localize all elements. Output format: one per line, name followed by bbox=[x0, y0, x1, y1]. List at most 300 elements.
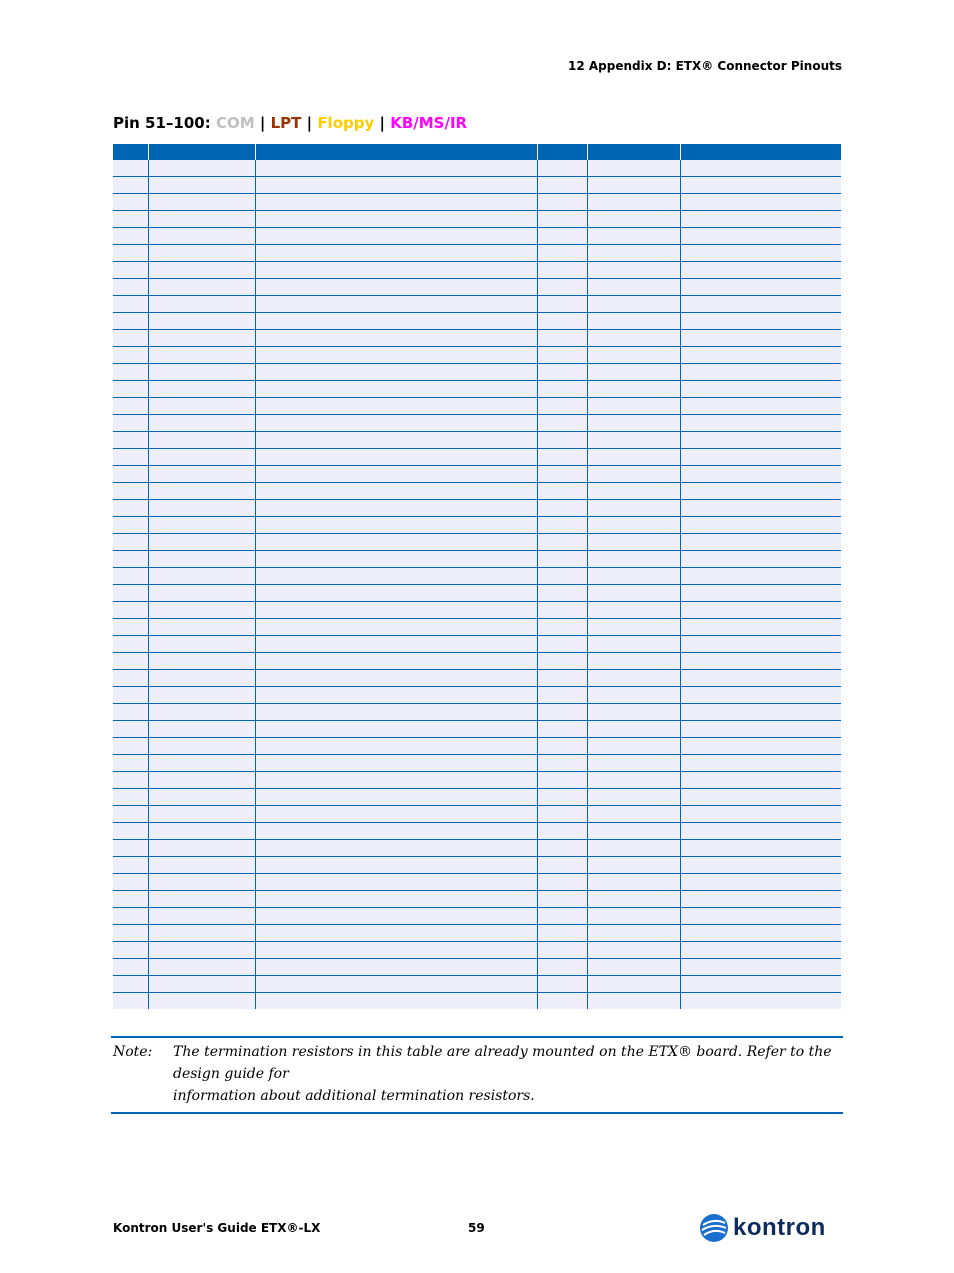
table-cell bbox=[113, 721, 148, 738]
table-cell bbox=[680, 721, 841, 738]
table-cell bbox=[537, 500, 587, 517]
table-cell bbox=[148, 534, 255, 551]
table-row bbox=[113, 908, 841, 925]
table-cell bbox=[113, 483, 148, 500]
table-cell bbox=[537, 211, 587, 228]
table-cell bbox=[113, 585, 148, 602]
table-cell bbox=[113, 381, 148, 398]
table-cell bbox=[113, 551, 148, 568]
table-cell bbox=[587, 330, 680, 347]
table-row bbox=[113, 976, 841, 993]
table-cell bbox=[255, 500, 537, 517]
table-cell bbox=[680, 840, 841, 857]
table-cell bbox=[587, 738, 680, 755]
table-cell bbox=[255, 381, 537, 398]
table-cell bbox=[587, 959, 680, 976]
table-row bbox=[113, 262, 841, 279]
table-cell bbox=[255, 262, 537, 279]
table-row bbox=[113, 789, 841, 806]
table-cell bbox=[587, 585, 680, 602]
table-cell bbox=[148, 211, 255, 228]
table-cell bbox=[255, 313, 537, 330]
note-line-1: The termination resistors in this table are already mounted on the ETX® board. Refer to the design guide for bbox=[173, 1044, 832, 1082]
table-cell bbox=[148, 466, 255, 483]
table-cell bbox=[537, 245, 587, 262]
table-cell bbox=[587, 636, 680, 653]
table-cell bbox=[148, 381, 255, 398]
table-cell bbox=[680, 636, 841, 653]
table-cell bbox=[255, 279, 537, 296]
table-cell bbox=[113, 738, 148, 755]
table-cell bbox=[587, 942, 680, 959]
table-cell bbox=[587, 602, 680, 619]
table-cell bbox=[680, 228, 841, 245]
table-cell bbox=[255, 228, 537, 245]
table-row bbox=[113, 874, 841, 891]
table-cell bbox=[255, 874, 537, 891]
table-cell bbox=[148, 194, 255, 211]
table-cell bbox=[680, 177, 841, 194]
table-header-cell bbox=[113, 144, 148, 160]
table-row bbox=[113, 381, 841, 398]
table-row bbox=[113, 738, 841, 755]
table-cell bbox=[537, 483, 587, 500]
table-cell bbox=[148, 483, 255, 500]
table-cell bbox=[680, 789, 841, 806]
section-title-prefix: Pin 51–100: bbox=[113, 114, 216, 132]
table-cell bbox=[680, 517, 841, 534]
table-cell bbox=[113, 296, 148, 313]
table-cell bbox=[537, 806, 587, 823]
table-cell bbox=[680, 381, 841, 398]
table-cell bbox=[587, 687, 680, 704]
table-cell bbox=[587, 874, 680, 891]
table-cell bbox=[255, 840, 537, 857]
table-cell bbox=[148, 772, 255, 789]
table-cell bbox=[587, 415, 680, 432]
table-row bbox=[113, 721, 841, 738]
table-cell bbox=[680, 857, 841, 874]
table-row bbox=[113, 823, 841, 840]
table-cell bbox=[537, 772, 587, 789]
table-header-cell bbox=[148, 144, 255, 160]
table-header-cell bbox=[587, 144, 680, 160]
table-row bbox=[113, 568, 841, 585]
table-cell bbox=[587, 177, 680, 194]
table-cell bbox=[587, 840, 680, 857]
table-cell bbox=[113, 772, 148, 789]
table-row bbox=[113, 942, 841, 959]
table-cell bbox=[537, 789, 587, 806]
table-cell bbox=[255, 330, 537, 347]
table-cell bbox=[255, 721, 537, 738]
table-cell bbox=[680, 755, 841, 772]
table-cell bbox=[148, 279, 255, 296]
table-row bbox=[113, 551, 841, 568]
table-cell bbox=[255, 364, 537, 381]
table-cell bbox=[680, 500, 841, 517]
table-cell bbox=[148, 177, 255, 194]
table-row bbox=[113, 330, 841, 347]
table-row bbox=[113, 347, 841, 364]
table-header-cell bbox=[537, 144, 587, 160]
table-cell bbox=[680, 279, 841, 296]
table-cell bbox=[680, 466, 841, 483]
table-cell bbox=[113, 568, 148, 585]
table-cell bbox=[255, 959, 537, 976]
table-row bbox=[113, 160, 841, 177]
chapter-header: 12 Appendix D: ETX® Connector Pinouts bbox=[568, 59, 842, 73]
table-cell bbox=[148, 313, 255, 330]
table-cell bbox=[148, 687, 255, 704]
table-cell bbox=[680, 568, 841, 585]
table-cell bbox=[680, 976, 841, 993]
table-cell bbox=[587, 483, 680, 500]
table-cell bbox=[680, 602, 841, 619]
table-cell bbox=[255, 449, 537, 466]
table-cell bbox=[537, 857, 587, 874]
table-cell bbox=[680, 670, 841, 687]
section-title bbox=[113, 114, 467, 132]
table-cell bbox=[537, 415, 587, 432]
table-cell bbox=[113, 959, 148, 976]
table-cell bbox=[113, 194, 148, 211]
table-cell bbox=[680, 585, 841, 602]
table-cell bbox=[680, 993, 841, 1010]
table-cell bbox=[113, 500, 148, 517]
table-cell bbox=[537, 585, 587, 602]
table-cell bbox=[537, 704, 587, 721]
table-cell bbox=[255, 755, 537, 772]
table-cell bbox=[587, 517, 680, 534]
table-cell bbox=[537, 279, 587, 296]
table-header-row bbox=[113, 144, 841, 160]
table-cell bbox=[113, 245, 148, 262]
table-row bbox=[113, 177, 841, 194]
table-cell bbox=[148, 619, 255, 636]
table-cell bbox=[113, 517, 148, 534]
table-cell bbox=[255, 891, 537, 908]
table-cell bbox=[113, 432, 148, 449]
table-cell bbox=[537, 534, 587, 551]
table-cell bbox=[680, 619, 841, 636]
table-cell bbox=[537, 262, 587, 279]
table-cell bbox=[587, 347, 680, 364]
table-row bbox=[113, 398, 841, 415]
table-cell bbox=[148, 704, 255, 721]
legend-kb-ms-ir: KB/MS/IR bbox=[390, 114, 468, 132]
table-cell bbox=[680, 211, 841, 228]
table-cell bbox=[113, 687, 148, 704]
table-cell bbox=[680, 925, 841, 942]
table-row bbox=[113, 211, 841, 228]
table-cell bbox=[537, 364, 587, 381]
table-cell bbox=[537, 670, 587, 687]
table-row bbox=[113, 313, 841, 330]
pinout-table bbox=[113, 144, 841, 1009]
table-row bbox=[113, 772, 841, 789]
table-cell bbox=[148, 245, 255, 262]
table-cell bbox=[255, 908, 537, 925]
table-cell bbox=[255, 483, 537, 500]
table-cell bbox=[255, 704, 537, 721]
table-cell bbox=[680, 432, 841, 449]
table-cell bbox=[255, 738, 537, 755]
table-row bbox=[113, 653, 841, 670]
table-cell bbox=[113, 228, 148, 245]
table-cell bbox=[148, 993, 255, 1010]
table-cell bbox=[148, 670, 255, 687]
table-cell bbox=[680, 908, 841, 925]
table-cell bbox=[148, 653, 255, 670]
table-cell bbox=[255, 160, 537, 177]
table-cell bbox=[255, 347, 537, 364]
table-cell bbox=[680, 874, 841, 891]
table-cell bbox=[680, 296, 841, 313]
table-cell bbox=[680, 959, 841, 976]
table-cell bbox=[680, 942, 841, 959]
table-cell bbox=[587, 228, 680, 245]
table-cell bbox=[255, 942, 537, 959]
table-cell bbox=[113, 925, 148, 942]
table-cell bbox=[255, 772, 537, 789]
table-cell bbox=[587, 721, 680, 738]
table-row bbox=[113, 925, 841, 942]
table-cell bbox=[113, 908, 148, 925]
table-cell bbox=[148, 857, 255, 874]
table-cell bbox=[148, 806, 255, 823]
table-cell bbox=[680, 704, 841, 721]
table-cell bbox=[587, 976, 680, 993]
table-cell bbox=[537, 296, 587, 313]
table-row bbox=[113, 517, 841, 534]
table-cell bbox=[113, 942, 148, 959]
table-cell bbox=[587, 398, 680, 415]
table-cell bbox=[537, 976, 587, 993]
table-cell bbox=[587, 245, 680, 262]
table-cell bbox=[587, 364, 680, 381]
table-cell bbox=[113, 704, 148, 721]
table-cell bbox=[113, 211, 148, 228]
table-cell bbox=[148, 602, 255, 619]
table-cell bbox=[537, 313, 587, 330]
table-cell bbox=[113, 976, 148, 993]
table-cell bbox=[148, 636, 255, 653]
table-cell bbox=[537, 381, 587, 398]
table-cell bbox=[587, 772, 680, 789]
table-cell bbox=[148, 840, 255, 857]
table-cell bbox=[537, 602, 587, 619]
table-cell bbox=[255, 670, 537, 687]
table-cell bbox=[148, 262, 255, 279]
table-cell bbox=[537, 942, 587, 959]
table-cell bbox=[148, 432, 255, 449]
table-cell bbox=[255, 925, 537, 942]
table-cell bbox=[255, 857, 537, 874]
table-cell bbox=[148, 874, 255, 891]
table-cell bbox=[680, 398, 841, 415]
table-row bbox=[113, 279, 841, 296]
table-cell bbox=[537, 687, 587, 704]
table-cell bbox=[113, 670, 148, 687]
table-cell bbox=[680, 364, 841, 381]
table-cell bbox=[587, 857, 680, 874]
table-cell bbox=[148, 415, 255, 432]
table-cell bbox=[537, 874, 587, 891]
legend-separator: | bbox=[254, 114, 271, 132]
table-cell bbox=[113, 619, 148, 636]
table-cell bbox=[537, 517, 587, 534]
table-cell bbox=[113, 653, 148, 670]
table-cell bbox=[255, 789, 537, 806]
table-cell bbox=[255, 211, 537, 228]
table-cell bbox=[587, 568, 680, 585]
table-cell bbox=[587, 534, 680, 551]
table-cell bbox=[113, 279, 148, 296]
table-cell bbox=[587, 670, 680, 687]
table-row bbox=[113, 619, 841, 636]
table-cell bbox=[587, 194, 680, 211]
table-cell bbox=[113, 993, 148, 1010]
kontron-logo bbox=[699, 1213, 826, 1243]
table-cell bbox=[587, 262, 680, 279]
table-cell bbox=[587, 449, 680, 466]
table-row bbox=[113, 670, 841, 687]
footer-page-number: 59 bbox=[468, 1221, 485, 1235]
table-cell bbox=[113, 415, 148, 432]
table-cell bbox=[255, 806, 537, 823]
table-cell bbox=[113, 823, 148, 840]
table-cell bbox=[537, 959, 587, 976]
table-cell bbox=[148, 738, 255, 755]
table-cell bbox=[113, 602, 148, 619]
table-cell bbox=[537, 330, 587, 347]
table-cell bbox=[113, 313, 148, 330]
table-cell bbox=[113, 840, 148, 857]
table-cell bbox=[255, 398, 537, 415]
table-row bbox=[113, 296, 841, 313]
table-cell bbox=[587, 925, 680, 942]
table-cell bbox=[148, 296, 255, 313]
table-cell bbox=[680, 245, 841, 262]
table-cell bbox=[255, 602, 537, 619]
table-cell bbox=[587, 619, 680, 636]
table-cell bbox=[587, 279, 680, 296]
kontron-globe-icon bbox=[699, 1213, 729, 1243]
table-row bbox=[113, 194, 841, 211]
note-label: Note: bbox=[113, 1044, 153, 1060]
table-cell bbox=[537, 160, 587, 177]
table-cell bbox=[537, 823, 587, 840]
table-cell bbox=[680, 687, 841, 704]
legend-lpt: LPT bbox=[270, 114, 302, 132]
table-cell bbox=[680, 738, 841, 755]
table-row bbox=[113, 245, 841, 262]
table-cell bbox=[113, 160, 148, 177]
table-cell bbox=[587, 160, 680, 177]
table-row bbox=[113, 500, 841, 517]
table-cell bbox=[255, 653, 537, 670]
table-cell bbox=[255, 568, 537, 585]
table-cell bbox=[113, 364, 148, 381]
table-row bbox=[113, 806, 841, 823]
table-cell bbox=[587, 908, 680, 925]
table-cell bbox=[113, 874, 148, 891]
table-cell bbox=[587, 432, 680, 449]
table-cell bbox=[537, 466, 587, 483]
table-cell bbox=[587, 466, 680, 483]
table-cell bbox=[537, 840, 587, 857]
table-cell bbox=[148, 755, 255, 772]
table-cell bbox=[148, 789, 255, 806]
table-row bbox=[113, 755, 841, 772]
table-cell bbox=[113, 806, 148, 823]
footer-document-title: Kontron User's Guide ETX®-LX bbox=[113, 1221, 321, 1235]
table-cell bbox=[255, 415, 537, 432]
table-row bbox=[113, 449, 841, 466]
table-cell bbox=[113, 330, 148, 347]
note-box bbox=[111, 1036, 843, 1114]
table-row bbox=[113, 636, 841, 653]
table-cell bbox=[255, 823, 537, 840]
table-cell bbox=[113, 262, 148, 279]
table-cell bbox=[148, 585, 255, 602]
table-cell bbox=[148, 891, 255, 908]
table-cell bbox=[148, 721, 255, 738]
table-row bbox=[113, 959, 841, 976]
table-cell bbox=[113, 755, 148, 772]
table-cell bbox=[113, 466, 148, 483]
table-cell bbox=[148, 228, 255, 245]
table-cell bbox=[680, 823, 841, 840]
table-cell bbox=[587, 500, 680, 517]
table-cell bbox=[680, 262, 841, 279]
table-cell bbox=[537, 228, 587, 245]
table-cell bbox=[255, 585, 537, 602]
table-cell bbox=[148, 330, 255, 347]
table-cell bbox=[113, 449, 148, 466]
table-cell bbox=[148, 364, 255, 381]
table-cell bbox=[148, 517, 255, 534]
table-cell bbox=[537, 738, 587, 755]
note-line-2: information about additional termination resistors. bbox=[173, 1088, 535, 1104]
table-cell bbox=[680, 313, 841, 330]
table-cell bbox=[680, 415, 841, 432]
table-cell bbox=[148, 347, 255, 364]
table-cell bbox=[113, 398, 148, 415]
table-cell bbox=[113, 177, 148, 194]
table-row bbox=[113, 993, 841, 1010]
table-cell bbox=[255, 687, 537, 704]
table-cell bbox=[255, 432, 537, 449]
table-cell bbox=[148, 568, 255, 585]
table-cell bbox=[537, 721, 587, 738]
table-cell bbox=[113, 534, 148, 551]
table-cell bbox=[537, 908, 587, 925]
table-cell bbox=[680, 194, 841, 211]
table-cell bbox=[255, 976, 537, 993]
table-cell bbox=[148, 551, 255, 568]
table-row bbox=[113, 466, 841, 483]
table-cell bbox=[255, 551, 537, 568]
table-cell bbox=[255, 194, 537, 211]
table-cell bbox=[148, 398, 255, 415]
table-cell bbox=[537, 653, 587, 670]
table-cell bbox=[537, 925, 587, 942]
table-cell bbox=[148, 959, 255, 976]
table-cell bbox=[587, 823, 680, 840]
table-cell bbox=[255, 636, 537, 653]
